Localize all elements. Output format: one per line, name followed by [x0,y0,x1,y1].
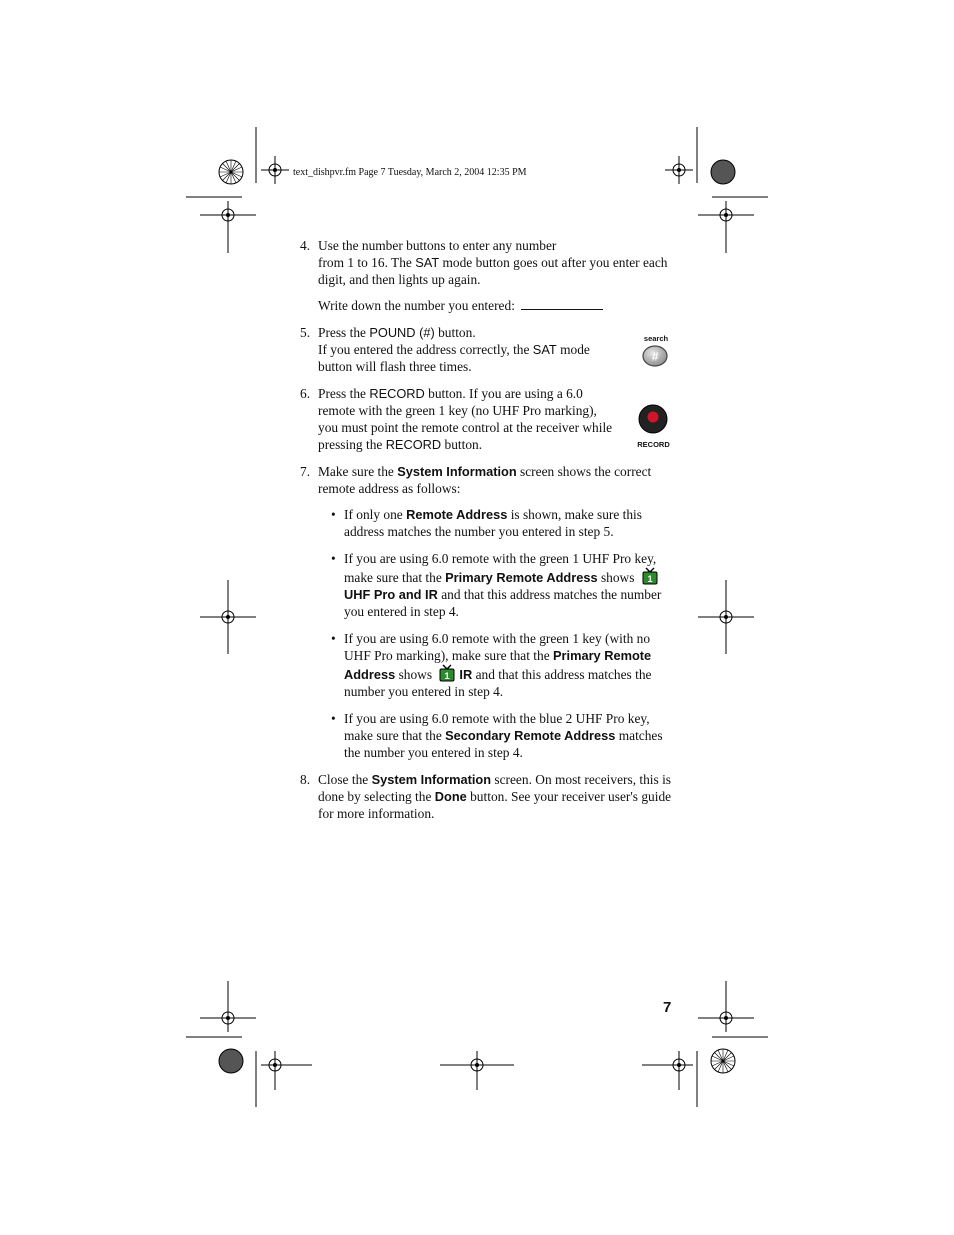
svg-text:1: 1 [444,671,450,681]
search-pound-button-illustration [636,334,676,370]
record-key-icon [633,403,675,435]
step-7-text: Make sure the System Information screen shows the correct remote address as follows: [318,464,652,496]
step-5-text: Press the POUND (#) button. If you entered the address correctly, the SAT mode button will flash three times. [318,325,590,374]
record-dot [648,412,659,423]
step-6 [300,385,676,453]
step-5 [300,324,676,375]
step-8 [300,771,676,822]
record-button-illustration [633,403,675,447]
instructions [300,237,676,832]
step-6-text: Press the RECORD button. If you are using a 6.0 remote with the green 1 key (no UHF Pro marking), you must point the remote control at the receiver while pressing the RECORD button. [318,386,613,452]
pound-key-icon [636,343,676,369]
list-item: • If you are using 6.0 remote with the blue 2 UHF Pro key, make sure that the Secondary Remote Address matches the number you entered in step 4. [331,711,663,760]
list-item: • If you are using 6.0 remote with the green 1 key (with no UHF Pro marking), make sure that the Primary Remote Address shows 1 IR and that this address matches the number you entered in step 4. [331,631,652,699]
write-down-line: Write down the number you entered: [318,297,676,314]
address-bullets [331,506,676,761]
svg-text:1: 1 [647,574,653,584]
step-4-text: Use the number buttons to enter any number from 1 to 16. The SAT mode button goes out after you enter each digit, and then lights up again. [318,238,668,287]
green-tv-key-icon [439,664,455,682]
step-8-text: Close the System Information screen. On most receivers, this is done by selecting the Done button. See your receiver user's guide for more information. [318,772,672,821]
step-7 [300,463,676,761]
step-4 [300,237,676,314]
list-item: • If only one Remote Address is shown, make sure this address matches the number you entered in step 5. [331,507,642,539]
pound-key-symbol: # [651,349,659,364]
step-number: 7. [300,464,311,479]
step-number: 4. [300,238,311,253]
step-number: 6. [300,386,311,401]
step-number: 5. [300,325,311,340]
step-number: 8. [300,772,311,787]
search-label: search [643,334,669,343]
page-number: 7 [663,999,672,1016]
answer-blank [521,297,603,310]
file-header: text_dishpvr.fm Page 7 Tuesday, March 2, 2004 12:35 PM [293,167,527,178]
list-item: • If you are using 6.0 remote with the green 1 UHF Pro key, make sure that the Primary Remote Address shows 1 UHF Pro and IR and that this address matches the number you entered in step 4. [331,551,662,619]
green-tv-key-icon [642,567,658,585]
record-label: RECORD [637,440,670,449]
